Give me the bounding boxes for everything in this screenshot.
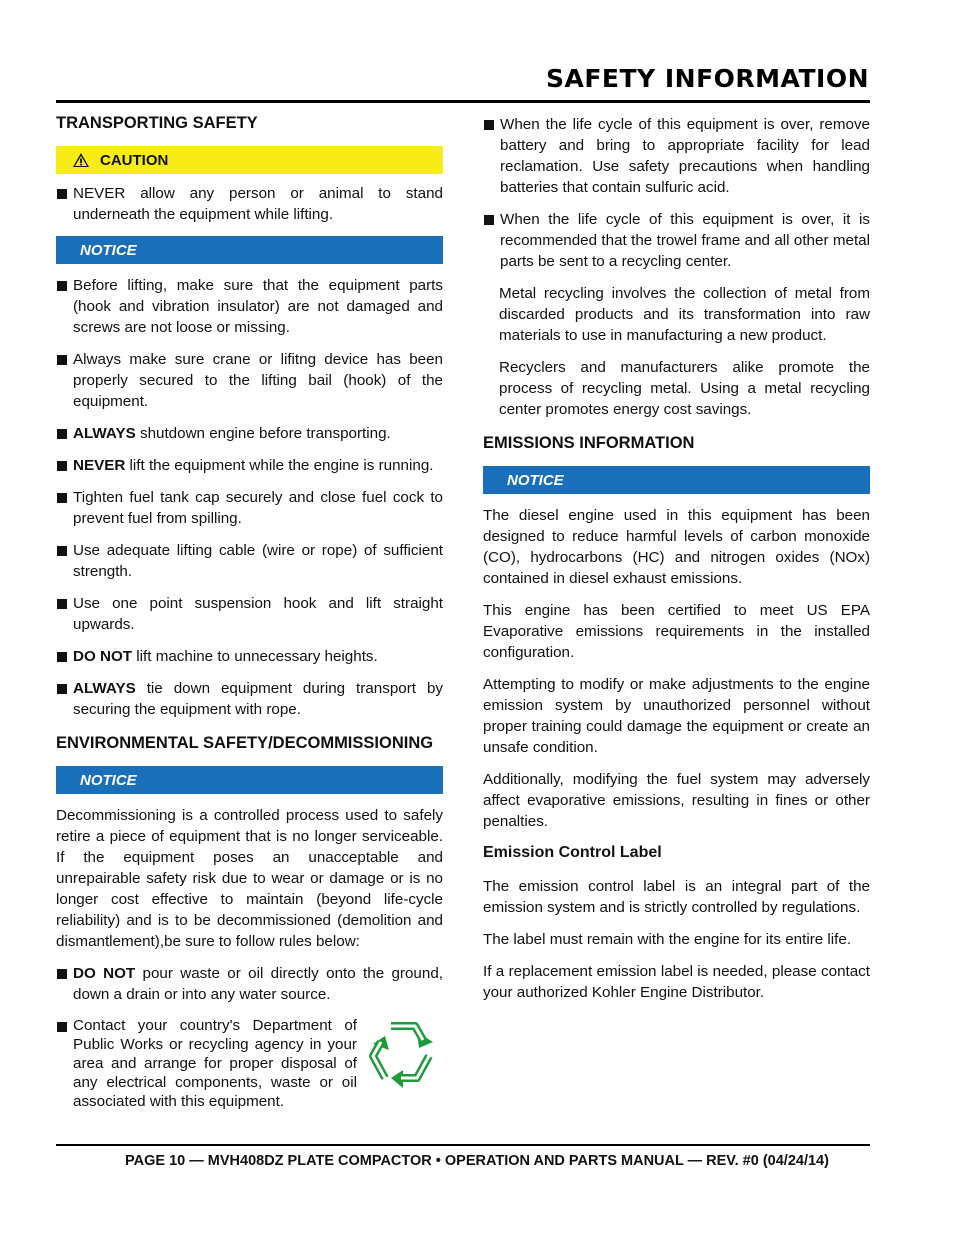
environmental-heading: ENVIRONMENTAL SAFETY/DECOMMISSIONING xyxy=(56,734,434,752)
notice-label: NOTICE xyxy=(80,241,137,259)
bullet-square-icon xyxy=(484,215,494,225)
notice-label: NOTICE xyxy=(507,471,564,489)
recycle-item: When the life cycle of this equipment is over, it is recommended that the trowel frame and all other metal parts be sent to a recycling center. xyxy=(483,209,870,272)
recycle-item: When the life cycle of this equipment is over, remove battery and bring to appropriate facility for lead reclamation. Use safety precautions when handling batteries that contain sulfuric acid. xyxy=(483,114,870,198)
bullet-square-icon xyxy=(57,429,67,439)
bullet-square-icon xyxy=(57,189,67,199)
emission-label-heading: Emission Control Label xyxy=(483,844,662,861)
bullet-square-icon xyxy=(57,1022,67,1032)
notice-item: Tighten fuel tank cap securely and close fuel cock to prevent fuel from spilling. xyxy=(56,487,443,529)
label-paragraph: If a replacement emission label is needed, please contact your authorized Kohler Engine Distributor. xyxy=(483,963,870,1001)
bullet-square-icon xyxy=(57,969,67,979)
bullet-square-icon xyxy=(57,599,67,609)
bullet-square-icon xyxy=(484,120,494,130)
env-item: DO NOT pour waste or oil directly onto the ground, down a drain or into any water source. xyxy=(56,963,443,1005)
notice-item: ALWAYS tie down equipment during transport by securing the equipment with rope. xyxy=(56,678,443,720)
caution-banner xyxy=(56,146,443,174)
caution-label: CAUTION xyxy=(100,151,169,169)
bullet-square-icon xyxy=(57,493,67,503)
header-rule xyxy=(56,100,870,103)
emissions-heading: EMISSIONS INFORMATION xyxy=(483,434,695,452)
bullet-square-icon xyxy=(57,684,67,694)
notice-item: DO NOT lift machine to unnecessary heights. xyxy=(56,646,443,667)
right-column xyxy=(483,114,870,1014)
notice-item: Use adequate lifting cable (wire or rope) of sufficient strength. xyxy=(56,540,443,582)
env-item: Contact your country's Department of Public Works or recycling agency in your area and arrange for proper disposal of any electrical components, waste or oil associated with this equipment. xyxy=(56,1016,357,1111)
emissions-paragraph: Additionally, modifying the fuel system may adversely affect evaporative emissions, resulting in fines or other penalties. xyxy=(483,771,870,830)
emissions-notice-banner xyxy=(483,466,870,494)
bullet-square-icon xyxy=(57,355,67,365)
metal-paragraph: Metal recycling involves the collection of metal from discarded products and its transformation into raw materials to use in manufacturing a new product. xyxy=(499,285,870,344)
decommissioning-paragraph: Decommissioning is a controlled process used to safely retire a piece of equipment that is no longer serviceable. If the equipment poses an unacceptable and unrepairable safety risk due to wear or damage or is no longer cost effective to maintain (beyond life-cycle reliability) and is to be decommissioned (demolition and dismantlement),be sure to follow rules below: xyxy=(56,807,443,950)
bullet-square-icon xyxy=(57,461,67,471)
notice-item: Use one point suspension hook and lift straight upwards. xyxy=(56,593,443,635)
caution-item: NEVER allow any person or animal to stand underneath the equipment while lifting. xyxy=(56,183,443,225)
notice-banner xyxy=(56,236,443,264)
page-footer: PAGE 10 — MVH408DZ PLATE COMPACTOR • OPERATION AND PARTS MANUAL — REV. #0 (04/24/14) xyxy=(125,1153,829,1169)
recycle-row xyxy=(56,1016,443,1122)
notice-item: Before lifting, make sure that the equipment parts (hook and vibration insulator) are not damaged and screws are not loose or missing. xyxy=(56,275,443,338)
notice-label: NOTICE xyxy=(80,771,137,789)
emissions-paragraph: The diesel engine used in this equipment has been designed to reduce harmful levels of carbon monoxide (CO), hydrocarbons (HC) and nitrogen oxides (NOx) contained in diesel exhaust emissions. xyxy=(483,507,870,587)
emissions-paragraph: Attempting to modify or make adjustments to the engine emission system by unauthorized personnel without proper training could damage the equipment or create an unsafe condition. xyxy=(483,676,870,756)
label-paragraph: The emission control label is an integral part of the emission system and is strictly controlled by regulations. xyxy=(483,878,870,916)
env-notice-banner xyxy=(56,766,443,794)
footer-rule xyxy=(56,1144,870,1146)
page-title: SAFETY INFORMATION xyxy=(546,64,869,93)
transport-heading: TRANSPORTING SAFETY xyxy=(56,114,258,132)
bullet-square-icon xyxy=(57,281,67,291)
emissions-paragraph: This engine has been certified to meet US EPA Evaporative emissions requirements in the installed configuration. xyxy=(483,602,870,661)
warning-triangle-icon xyxy=(72,152,90,168)
metal-paragraph: Recyclers and manufacturers alike promote the process of recycling metal. Using a metal recycling center promotes energy cost savings. xyxy=(499,359,870,418)
bullet-square-icon xyxy=(57,546,67,556)
left-column xyxy=(56,114,443,1122)
notice-item: NEVER lift the equipment while the engine is running. xyxy=(56,455,443,476)
recycle-icon xyxy=(363,1016,443,1092)
label-paragraph: The label must remain with the engine for its entire life. xyxy=(483,931,852,948)
notice-item: ALWAYS shutdown engine before transporting. xyxy=(56,423,443,444)
bullet-square-icon xyxy=(57,652,67,662)
notice-item: Always make sure crane or lifitng device has been properly secured to the lifting bail (hook) of the equipment. xyxy=(56,349,443,412)
